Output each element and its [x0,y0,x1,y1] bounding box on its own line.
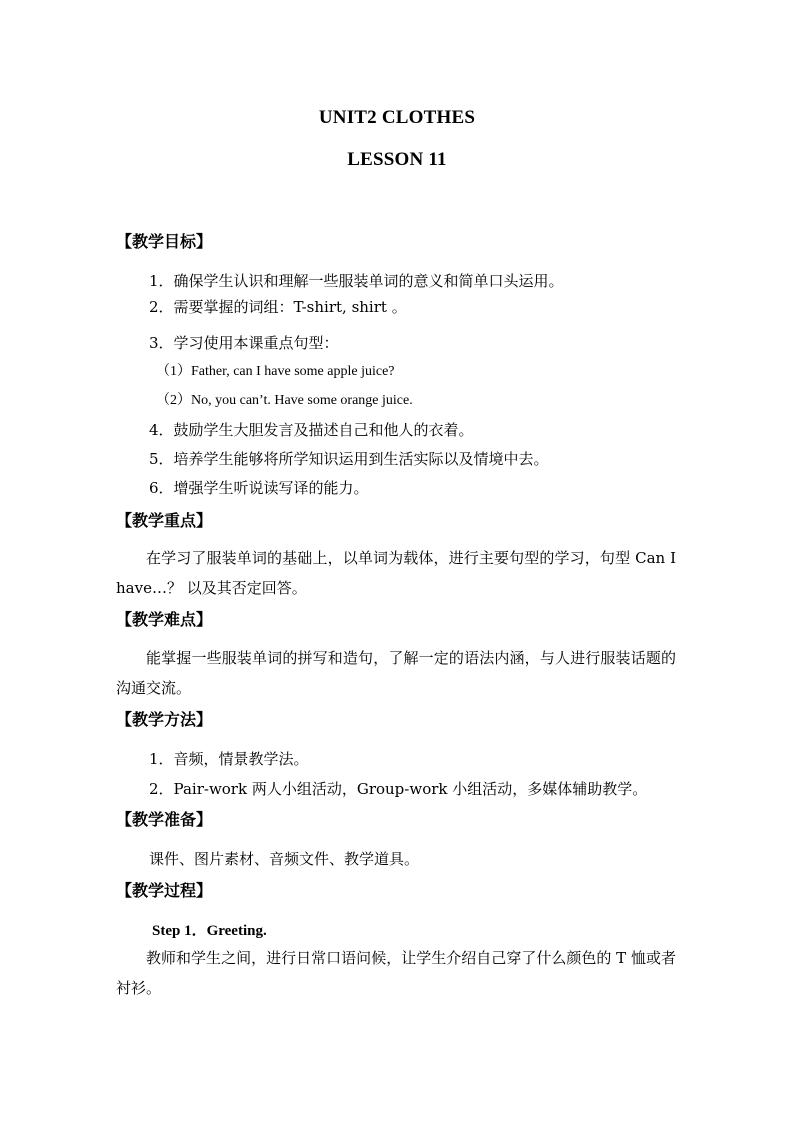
difficulties-paragraph: 能掌握一些服装单词的拼写和造句，了解一定的语法内涵，与人进行服装话题的沟通交流。 [116,649,676,697]
objective-item-3: 3．学习使用本课重点句型： [149,334,339,352]
heading-difficulties: 【教学难点】 [116,610,213,629]
objective-item-1: 1．确保学生认识和理解一些服装单词的意义和简单口头运用。 [149,272,564,290]
step-1-paragraph: 教师和学生之间，进行日常口语问候，让学生介绍自己穿了什么颜色的 T 恤或者衬衫。 [116,949,676,997]
objective-sentence-2: （2）No, you can’t. Have some orange juice. [156,393,413,408]
objective-item-4: 4．鼓励学生大胆发言及描述自己和他人的衣着。 [149,421,474,439]
document-subtitle: LESSON 11 [347,149,447,170]
method-item-1: 1．音频，情景教学法。 [149,750,309,768]
objective-item-6: 6．增强学生听说读写译的能力。 [149,479,369,497]
heading-methods: 【教学方法】 [116,710,213,729]
method-item-2: 2．Pair-work 两人小组活动，Group-work 小组活动，多媒体辅助教学。 [149,780,648,798]
document-title: UNIT2 CLOTHES [318,107,476,128]
objective-item-5: 5．培养学生能够将所学知识运用到生活实际以及情境中去。 [149,450,549,468]
heading-objectives: 【教学目标】 [116,232,213,251]
heading-process: 【教学过程】 [116,881,213,900]
step-1-title: Step 1．Greeting. [152,923,267,939]
preparation-text: 课件、图片素材、音频文件、教学道具。 [149,850,420,868]
objective-item-2: 2．需要掌握的词组：T-shirt, shirt 。 [149,298,407,316]
objective-sentence-1: （1）Father, can I have some apple juice? [156,364,395,379]
key-points-paragraph: 在学习了服装单词的基础上，以单词为载体，进行主要句型的学习，句型 Can I have…？ 以及其否定回答。 [116,549,676,597]
heading-key-points: 【教学重点】 [116,511,213,530]
heading-preparation: 【教学准备】 [116,810,213,829]
